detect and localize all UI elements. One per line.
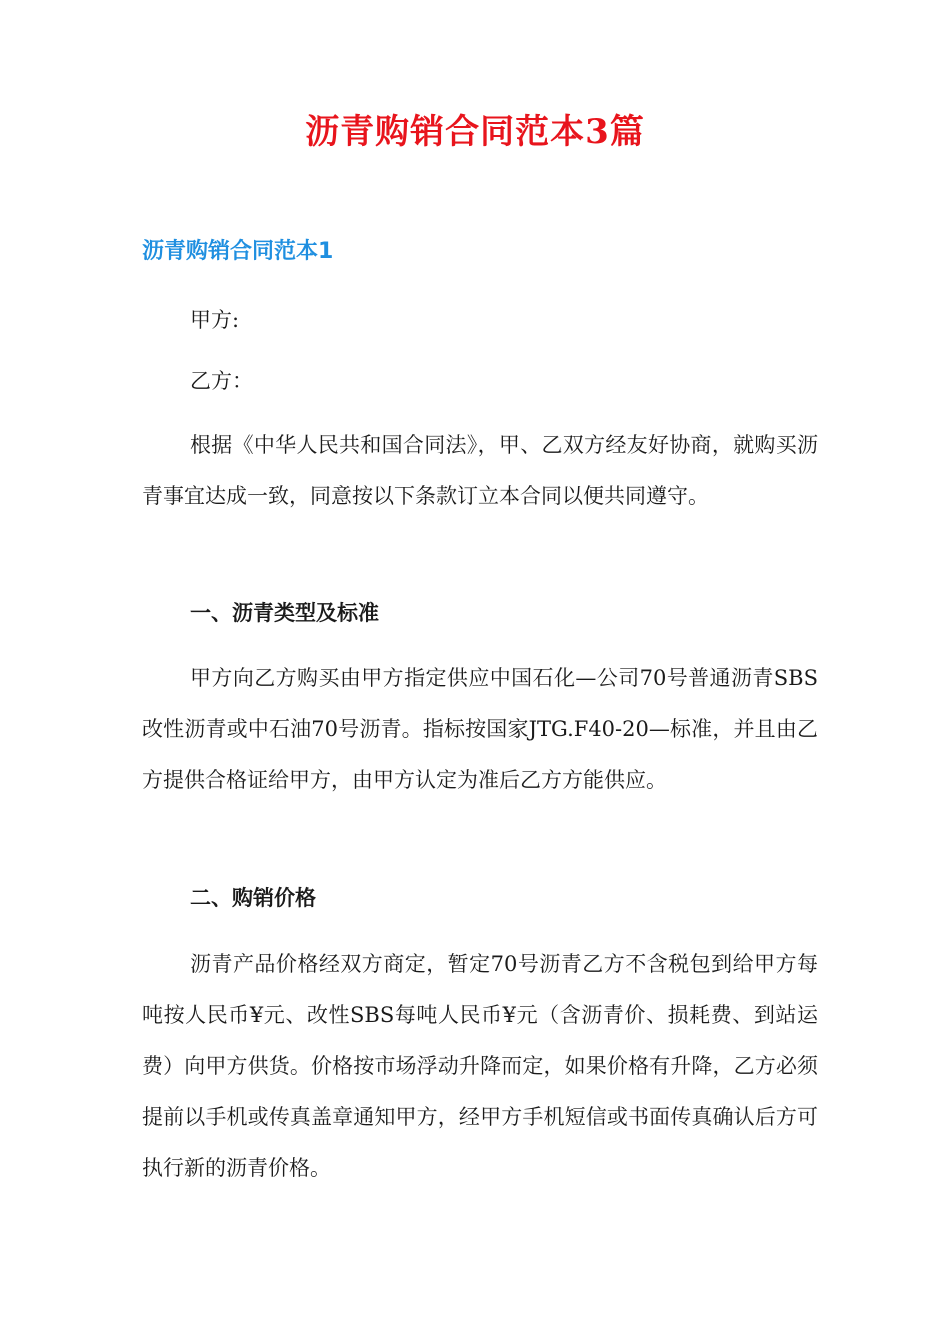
section-title: 沥青购销合同范本1 xyxy=(142,239,334,264)
clause-2-paragraph: 沥青产品价格经双方商定，暂定70号沥青乙方不含税包到给甲方每吨按人民币¥元、改性SBS每吨人民币¥元（含沥青价、损耗费、到站运费）向甲方供货。价格按市场浮动升降而定，如果价格有升降，乙方必须提前以手机或传真盖章通知甲方，经甲方手机短信或书面传真确认后方可执行新的沥青价格。 xyxy=(142,952,818,1180)
intro-paragraph: 根据《中华人民共和国合同法》，甲、乙双方经友好协商，就购买沥青事宜达成一致，同意按以下条款订立本合同以便共同遵守。 xyxy=(142,433,818,508)
clause-1-heading: 一、沥青类型及标准 xyxy=(190,601,379,625)
party-a-label: 甲方: xyxy=(190,308,240,332)
clause-2-heading: 二、购销价格 xyxy=(190,886,316,910)
clause-1-paragraph: 甲方向乙方购买由甲方指定供应中国石化—公司70号普通沥青SBS改性沥青或中石油70号沥青。指标按国家JTG.F40-20—标准，并且由乙方提供合格证给甲方，由甲方认定为准后乙方方能供应。 xyxy=(142,666,818,792)
document-title: 沥青购销合同范本3篇 xyxy=(305,112,645,152)
party-b-label: 乙方： xyxy=(190,369,253,393)
